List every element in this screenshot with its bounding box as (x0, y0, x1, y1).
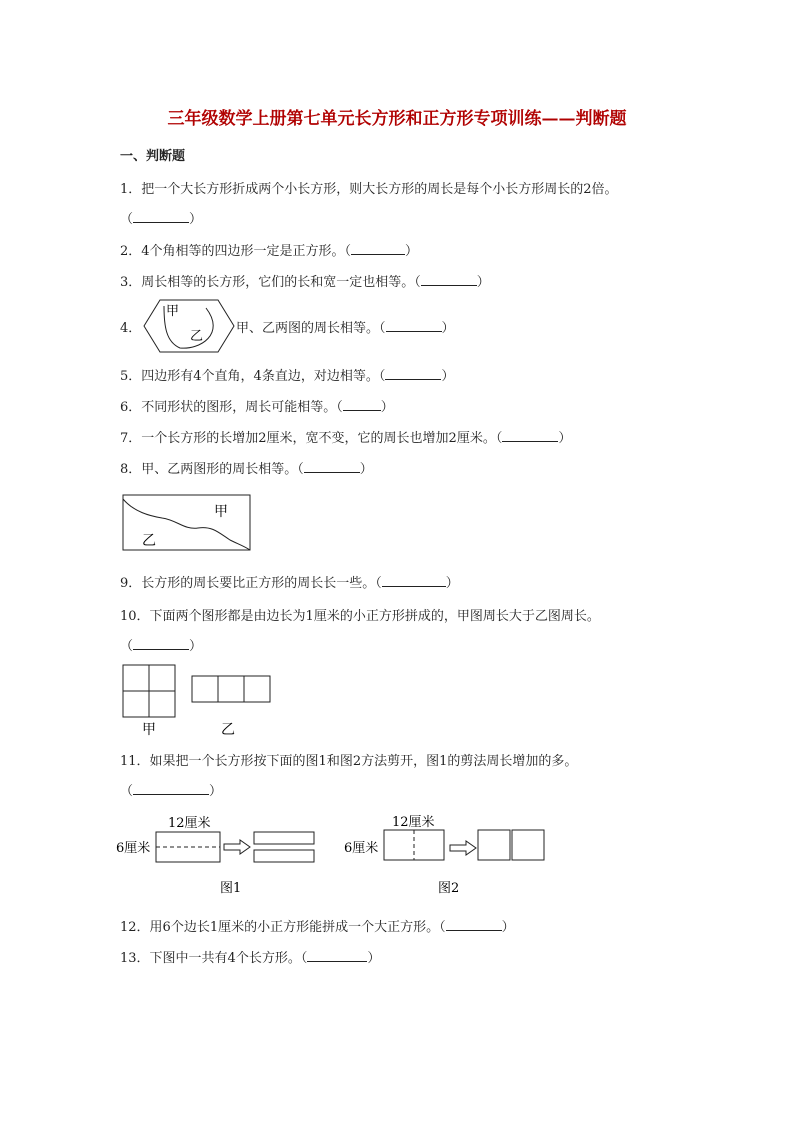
q11-cutting-figure (116, 812, 556, 898)
answer-blank-10[interactable] (133, 637, 189, 650)
question-12: 12．用6个边长1厘米的小正方形能拼成一个大正方形。（ ） (120, 920, 515, 935)
section-heading: 一、判断题 (120, 149, 186, 164)
question-10-answer: （ ） (120, 639, 203, 654)
question-3: 3．周长相等的长方形，它们的长和宽一定也相等。（ ） (120, 275, 490, 290)
answer-blank-8[interactable] (304, 460, 360, 473)
fig1-length-label: 12厘米 (168, 816, 211, 831)
answer-blank-4[interactable] (386, 319, 442, 332)
label-jia: 甲 (142, 722, 156, 738)
label-yi: 乙 (142, 533, 156, 549)
figure-jia (123, 665, 175, 717)
label-yi: 乙 (190, 329, 204, 344)
q8-rectangle-figure (122, 494, 252, 552)
fig2-width-label: 6厘米 (344, 841, 379, 856)
question-6: 6．不同形状的图形，周长可能相等。（ ） (120, 400, 394, 415)
question-10: 10．下面两个图形都是由边长为1厘米的小正方形拼成的，甲图周长大于乙图周长。 (120, 609, 600, 624)
answer-blank-3[interactable] (421, 273, 477, 286)
label-jia: 甲 (166, 304, 180, 319)
figure-yi (192, 676, 270, 702)
fig2-caption: 图2 (438, 881, 460, 896)
arrow-2 (450, 841, 476, 855)
answer-blank-1[interactable] (133, 210, 189, 223)
answer-blank-5[interactable] (385, 367, 441, 380)
hexagon-outline (144, 300, 234, 352)
question-11-answer: （ ） (120, 784, 223, 799)
question-1 (120, 178, 618, 197)
question-5: 5．四边形有4个直角，4条直边，对边相等。（ ） (120, 369, 455, 384)
question-9: 9．长方形的周长要比正方形的周长长一些。（ ） (120, 576, 459, 591)
answer-blank-6[interactable] (343, 398, 381, 411)
fig2-length-label: 12厘米 (392, 815, 435, 830)
question-2: 2．4个角相等的四边形一定是正方形。（ ） (120, 244, 419, 259)
answer-blank-11[interactable] (133, 782, 209, 795)
question-4-number: 4． (120, 321, 142, 336)
question-1-text: 1．把一个大长方形折成两个小长方形，则大长方形的周长是每个小长方形周长的2倍。 (120, 182, 618, 197)
question-1-answer: （ ） (120, 212, 203, 227)
question-7: 7．一个长方形的长增加2厘米，宽不变，它的周长也增加2厘米。（ ） (120, 431, 572, 446)
question-11: 11．如果把一个长方形按下面的图1和图2方法剪开，图1的剪法周长增加的多。 (120, 754, 578, 769)
answer-blank-12[interactable] (446, 918, 502, 931)
answer-blank-9[interactable] (382, 574, 446, 587)
fig1-caption: 图1 (220, 881, 242, 896)
figure-1 (156, 832, 314, 862)
figure-2 (384, 830, 544, 860)
label-jia: 甲 (214, 504, 228, 520)
question-4: 甲、乙两图的周长相等。（ ） (236, 321, 455, 336)
label-yi: 乙 (221, 722, 235, 738)
page-title: 三年级数学上册第七单元长方形和正方形专项训练——判断题 (167, 109, 627, 129)
q10-squares-figure (122, 664, 274, 740)
question-8: 8．甲、乙两图形的周长相等。（ ） (120, 462, 373, 477)
fig1-width-label: 6厘米 (116, 841, 151, 856)
q4-hexagon-figure (140, 298, 236, 354)
arrow-1 (224, 840, 250, 854)
answer-blank-2[interactable] (351, 242, 405, 255)
answer-blank-7[interactable] (502, 429, 558, 442)
question-13: 13．下图中一共有4个长方形。（ ） (120, 951, 381, 966)
answer-blank-13[interactable] (307, 949, 367, 962)
